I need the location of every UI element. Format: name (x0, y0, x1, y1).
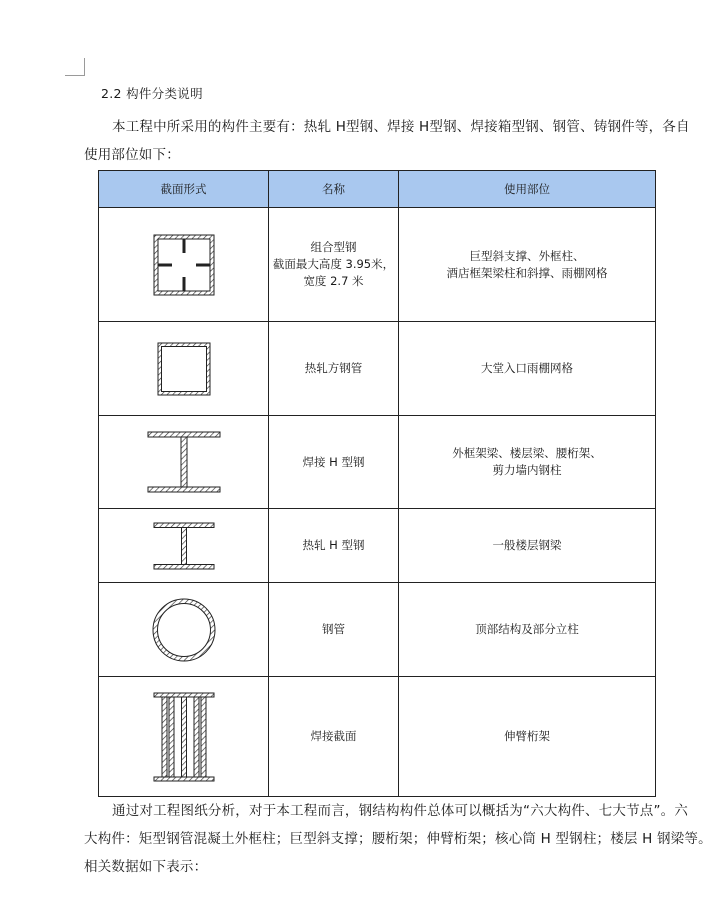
usage-line: 顶部结构及部分立柱 (475, 622, 579, 636)
usage-line: 伸臂桁架 (504, 729, 550, 743)
name-cell (269, 208, 399, 322)
section-cell (99, 677, 269, 797)
name-cell (269, 677, 399, 797)
name-line: 宽度 2.7 米 (303, 274, 364, 288)
member-classification-table (98, 170, 656, 797)
rolled-h-section-icon (153, 522, 215, 570)
usage-cell (399, 677, 656, 797)
usage-line: 剪力墙内钢柱 (492, 463, 562, 477)
usage-line: 巨型斜支撑、外框柱、 (469, 248, 585, 263)
usage-cell (399, 322, 656, 416)
summary-line-2: 大构件：矩型钢管混凝土外框柱；巨型斜支撑；腰桁架；伸臂桁架；核心筒 H 型钢柱；楼层 H 钢梁等。 (84, 831, 712, 847)
name-line: 钢管 (322, 622, 345, 636)
name-line: 热轧 H 型钢 (302, 538, 365, 552)
section-cell (99, 416, 269, 509)
table-row (99, 322, 656, 416)
name-cell (269, 583, 399, 677)
welded-h-section-icon (147, 431, 221, 493)
table-row (99, 416, 656, 509)
name-line: 截面最大高度 3.95米， (272, 257, 395, 271)
intro-line-2: 使用部位如下： (84, 147, 180, 163)
circular-tube-section-icon (151, 597, 217, 663)
section-cell (99, 208, 269, 322)
usage-cell (399, 416, 656, 509)
summary-line-3: 相关数据如下表示： (84, 859, 208, 875)
usage-line: 外框架梁、楼层梁、腰桁架、 (452, 446, 602, 460)
usage-cell (399, 583, 656, 677)
intro-line-1: 本工程中所采用的构件主要有：热轧 H型钢、焊接 H型钢、焊接箱型钢、钢管、铸钢件等，各自 (112, 119, 690, 135)
cross-box-section-icon (152, 233, 216, 297)
page-corner-mark (65, 58, 85, 76)
section-heading (101, 84, 203, 102)
table-row (99, 208, 656, 322)
section-cell (99, 322, 269, 416)
table-row (99, 677, 656, 797)
name-line: 热轧方钢管 (304, 361, 363, 375)
header-section-form: 截面形式 (99, 171, 269, 208)
header-usage: 使用部位 (399, 171, 656, 208)
usage-cell (399, 509, 656, 583)
section-cell (99, 583, 269, 677)
name-line: 焊接截面 (310, 729, 357, 743)
section-title: 构件分类说明 (126, 86, 203, 101)
name-line: 组合型钢 (310, 240, 357, 254)
usage-line: 酒店框架梁柱和斜撑、雨棚网格 (446, 265, 608, 280)
intro-paragraph (84, 113, 690, 169)
table-header-row (99, 171, 656, 208)
welded-built-up-section-icon (153, 692, 215, 782)
usage-line: 大堂入口雨棚网格 (481, 361, 573, 375)
table-row (99, 583, 656, 677)
usage-line: 一般楼层钢梁 (492, 538, 562, 552)
name-cell (269, 416, 399, 509)
name-line: 焊接 H 型钢 (302, 454, 365, 469)
summary-line-1: 通过对工程图纸分析，对于本工程而言，钢结构构件总体可以概括为“六大构件、七大节点”。六 (112, 803, 689, 819)
square-tube-section-icon (157, 342, 211, 396)
header-name: 名称 (269, 171, 399, 208)
name-cell (269, 509, 399, 583)
usage-cell (399, 208, 656, 322)
name-cell (269, 322, 399, 416)
section-number: 2.2 (101, 86, 122, 101)
section-cell (99, 509, 269, 583)
table-row (99, 509, 656, 583)
summary-paragraph (84, 797, 712, 881)
